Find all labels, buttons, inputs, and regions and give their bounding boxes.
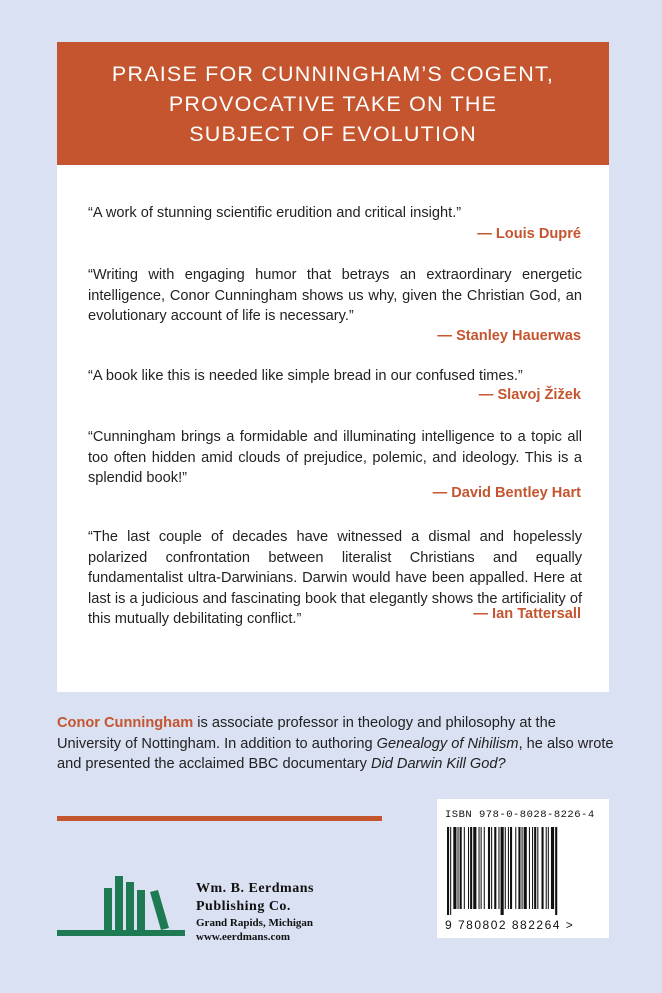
attribution-hauerwas: — Stanley Hauerwas xyxy=(437,328,581,344)
quote-dupre: “A work of stunning scientific erudition and critical insight.” xyxy=(88,205,462,221)
barcode-bar xyxy=(453,827,456,909)
barcode-bar xyxy=(470,827,472,909)
publisher-name: Wm. B. Eerdmans xyxy=(196,881,314,896)
barcode-bar xyxy=(515,827,516,909)
barcode-bar xyxy=(555,827,557,915)
quote-hauerwas: “Writing with engaging humor that betrays an extraordinary energetic intelligence, Conor Cunningham shows us why, given the Christian God, an evolutionary account of life is necessary.” xyxy=(88,267,582,324)
bio-documentary-title: Did Darwin Kill God? xyxy=(370,756,506,772)
barcode-bar xyxy=(537,827,538,909)
barcode-bar xyxy=(532,827,533,909)
barcode-bar xyxy=(473,827,476,909)
bio-text-1: is associate professor in theology and philosophy at the University of Nottingham. In addition to authoring xyxy=(57,715,556,752)
quote-tattersall: “The last couple of decades have witnessed a dismal and hopelessly polarized confrontation between literalist Christians and equally fundamentalist ultra-Darwinians. Darwin would have been appalled. Here at last is a judicious and fascinating book that elegantly shows the artificiality of this mutually debilitating conflict.” xyxy=(88,529,582,627)
barcode-bar xyxy=(524,827,527,909)
barcode-bar xyxy=(529,827,530,909)
publisher-name-2: Publishing Co. xyxy=(196,899,291,914)
barcode-bar xyxy=(491,827,492,909)
banner-line-2: PROVOCATIVE TAKE ON THE xyxy=(168,91,498,116)
publisher-logo-books-icon xyxy=(57,870,187,940)
barcode-digits: 9 780802 882264 > xyxy=(445,918,575,932)
barcode-bar xyxy=(522,827,523,909)
quote-zizek: “A book like this is needed like simple bread in our confused times.” xyxy=(88,368,523,384)
barcode-icon xyxy=(445,827,601,917)
banner-line-1: PRAISE FOR CUNNINGHAM’S COGENT, xyxy=(111,61,555,86)
barcode-bar xyxy=(542,827,544,909)
publisher-location: Grand Rapids, Michigan xyxy=(196,917,314,929)
barcode-bar xyxy=(494,827,496,909)
barcode-bar xyxy=(551,827,554,909)
barcode-bar xyxy=(548,827,549,909)
attribution-dupre: — Louis Dupré xyxy=(477,226,581,242)
attribution-tattersall: — Ian Tattersall xyxy=(473,606,581,622)
barcode-bar xyxy=(488,827,490,909)
barcode-bar xyxy=(479,827,480,909)
isbn-label: ISBN 978-0-8028-8226-4 xyxy=(445,809,595,821)
accent-rule xyxy=(57,816,382,821)
attribution-hart: — David Bentley Hart xyxy=(432,485,581,501)
barcode-bar xyxy=(447,827,449,915)
publisher-website: www.eerdmans.com xyxy=(196,931,291,943)
barcode-bar xyxy=(546,827,547,909)
quote-hart: “Cunningham brings a formidable and illuminating intelligence to a topic all too often hidden amid clouds of prejudice, polemic, and ideology. This is a splendid book!” xyxy=(88,429,582,486)
praise-banner xyxy=(57,42,609,165)
barcode-bar xyxy=(518,827,520,909)
attribution-zizek: — Slavoj Žižek xyxy=(478,387,581,403)
author-name: Conor Cunningham xyxy=(57,715,194,731)
barcode-bar xyxy=(508,827,509,909)
quotes-panel xyxy=(57,165,609,692)
barcode-bar xyxy=(498,827,499,909)
barcode-bar xyxy=(534,827,536,909)
barcode-box xyxy=(437,799,609,938)
barcode-bar xyxy=(464,827,465,909)
barcode-bar xyxy=(460,827,462,909)
barcode-bar xyxy=(510,827,512,909)
banner-line-3: SUBJECT OF EVOLUTION xyxy=(189,121,477,146)
barcode-bar xyxy=(484,827,485,909)
barcode-bar xyxy=(458,827,459,909)
publisher-block xyxy=(196,880,314,944)
barcode-bar xyxy=(450,827,451,915)
barcode-bar xyxy=(501,827,504,915)
barcode-bar xyxy=(505,827,506,909)
author-bio xyxy=(57,713,617,775)
bio-book-title: Genealogy of Nihilism xyxy=(376,735,519,752)
barcode-bar xyxy=(481,827,482,909)
bio-text-2: , he also wrote and presented the acclaimed BBC documentary xyxy=(57,735,614,772)
barcode-bar xyxy=(468,827,469,909)
